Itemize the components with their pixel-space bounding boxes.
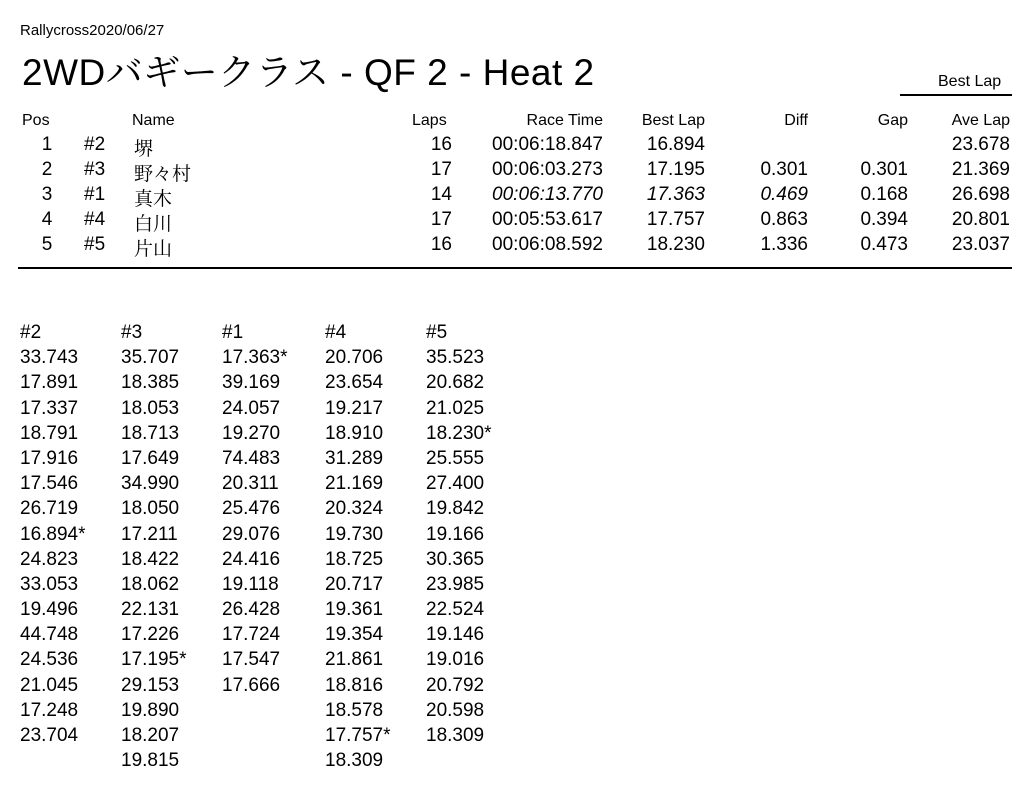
lap-column (426, 320, 526, 748)
lap-time: 23.704 (20, 725, 79, 746)
cell-ave-lap: 21.369 (951, 159, 1010, 180)
lap-time: 35.523 (426, 347, 485, 369)
lap-time: 19.361 (325, 599, 384, 621)
lap-time: 19.016 (426, 649, 485, 671)
cell-car-number: #3 (84, 159, 106, 180)
lap-time: 19.496 (20, 599, 79, 621)
cell-best-lap: 18.230 (646, 234, 705, 255)
lap-time: 17.547 (222, 649, 281, 671)
page-title: 2WDバギークラス - QF 2 - Heat 2 (22, 52, 595, 93)
results-table (0, 112, 1024, 259)
cell-race-time: 00:06:08.592 (492, 234, 603, 255)
lap-time: 17.546 (20, 473, 79, 495)
lap-column (20, 320, 120, 748)
lap-time: 22.524 (426, 599, 485, 621)
cell-best-lap: 17.757 (646, 209, 705, 230)
table-row (0, 184, 1024, 209)
lap-time: 26.428 (222, 599, 281, 621)
lap-time: 17.649 (121, 447, 180, 469)
lap-time: 21.169 (325, 473, 384, 495)
lap-time: 33.743 (20, 347, 79, 369)
lap-time: 26.719 (20, 498, 79, 520)
lap-time: 17.226 (121, 624, 180, 646)
col-header-best-lap: Best Lap (641, 112, 705, 129)
cell-best-lap: 17.363 (646, 184, 705, 205)
lap-time: 18.385 (121, 372, 180, 394)
lap-time: 19.354 (325, 624, 384, 646)
lap-column-header: #4 (325, 322, 347, 343)
lap-time: 17.724 (222, 624, 281, 646)
cell-name: 野々村 (134, 164, 192, 185)
lap-time: 24.057 (222, 397, 281, 419)
lap-time: 17.248 (20, 699, 79, 721)
table-row (0, 134, 1024, 159)
lap-time: 24.536 (20, 649, 79, 671)
col-header-diff: Diff (784, 112, 808, 129)
col-header-pos: Pos (22, 112, 50, 129)
lap-time: 17.211 (121, 523, 178, 545)
cell-name: 白川 (134, 214, 173, 235)
lap-time: 20.792 (426, 674, 485, 696)
lap-time: 23.654 (325, 372, 384, 394)
lap-time: 18.062 (121, 573, 180, 595)
lap-time: 17.666 (222, 674, 281, 696)
lap-column-header: #2 (20, 322, 42, 343)
cell-race-time: 00:06:03.273 (492, 159, 603, 180)
cell-race-time: 00:06:13.770 (492, 184, 603, 205)
lap-time: 18.050 (121, 498, 180, 520)
lap-time: 24.823 (20, 548, 79, 570)
lap-time: 20.717 (325, 573, 384, 595)
lap-time: 21.045 (20, 674, 79, 696)
cell-gap: 0.473 (860, 234, 908, 255)
lap-time: 19.730 (325, 523, 384, 545)
lap-column (121, 320, 221, 773)
cell-diff: 0.301 (760, 159, 808, 180)
cell-pos: 1 (41, 134, 53, 155)
lap-time: 18.910 (325, 422, 384, 444)
lap-time: 18.578 (325, 699, 384, 721)
lap-time: 18.053 (121, 397, 180, 419)
results-header-row (0, 112, 1024, 134)
lap-time: 29.076 (222, 523, 281, 545)
table-row (0, 159, 1024, 184)
cell-car-number: #1 (84, 184, 106, 205)
cell-ave-lap: 23.037 (951, 234, 1010, 255)
lap-time: 19.217 (325, 397, 384, 419)
cell-diff: 0.469 (760, 184, 808, 205)
lap-time: 19.270 (222, 422, 281, 444)
lap-time: 27.400 (426, 473, 485, 495)
lap-time: 18.230* (426, 422, 492, 444)
lap-time: 20.311 (222, 473, 279, 495)
event-subtitle: Rallycross2020/06/27 (20, 22, 165, 39)
cell-ave-lap: 26.698 (951, 184, 1010, 205)
table-row (0, 234, 1024, 259)
cell-pos: 5 (41, 234, 53, 255)
table-row (0, 209, 1024, 234)
lap-time: 21.861 (325, 649, 384, 671)
lap-time: 21.025 (426, 397, 485, 419)
cell-name: 真木 (134, 189, 173, 210)
lap-time: 20.706 (325, 347, 384, 369)
lap-time: 30.365 (426, 548, 485, 570)
lap-time: 19.890 (121, 699, 180, 721)
lap-time: 18.422 (121, 548, 180, 570)
cell-race-time: 00:06:18.847 (492, 134, 603, 155)
col-header-ave-lap: Ave Lap (951, 112, 1010, 129)
lap-time: 33.053 (20, 573, 79, 595)
cell-diff: 0.863 (760, 209, 808, 230)
cell-gap: 0.168 (860, 184, 908, 205)
col-header-gap: Gap (877, 112, 908, 129)
cell-best-lap: 17.195 (646, 159, 705, 180)
lap-time: 74.483 (222, 447, 281, 469)
lap-time: 17.195* (121, 649, 187, 671)
col-header-race-time: Race Time (526, 112, 603, 129)
cell-pos: 2 (41, 159, 53, 180)
results-bottom-rule (18, 267, 1012, 269)
cell-pos: 4 (41, 209, 53, 230)
cell-car-number: #5 (84, 234, 106, 255)
lap-time: 18.725 (325, 548, 384, 570)
lap-time: 19.842 (426, 498, 485, 520)
cell-name: 堺 (134, 139, 154, 160)
lap-time: 17.363* (222, 347, 288, 369)
lap-time: 20.324 (325, 498, 384, 520)
cell-car-number: #4 (84, 209, 106, 230)
lap-time: 25.555 (426, 447, 485, 469)
lap-time: 18.713 (121, 422, 180, 444)
col-header-laps: Laps (412, 112, 447, 129)
lap-time: 19.118 (222, 573, 279, 595)
cell-laps: 17 (430, 209, 452, 230)
best-lap-tag: Best Lap (938, 73, 1002, 90)
cell-gap: 0.394 (860, 209, 908, 230)
lap-time: 19.815 (121, 750, 180, 772)
cell-pos: 3 (41, 184, 53, 205)
cell-ave-lap: 23.678 (951, 134, 1010, 155)
lap-time: 20.598 (426, 699, 485, 721)
lap-time: 18.207 (121, 725, 180, 746)
lap-column (325, 320, 425, 773)
cell-race-time: 00:05:53.617 (492, 209, 603, 230)
lap-time: 17.891 (20, 372, 79, 394)
lap-time: 25.476 (222, 498, 281, 520)
lap-column-header: #1 (222, 322, 244, 343)
cell-laps: 16 (430, 234, 452, 255)
lap-time: 34.990 (121, 473, 180, 495)
lap-column-header: #5 (426, 322, 448, 343)
lap-time: 19.146 (426, 624, 485, 646)
cell-laps: 14 (430, 184, 452, 205)
lap-time: 31.289 (325, 447, 384, 469)
lap-time: 16.894* (20, 523, 86, 545)
cell-ave-lap: 20.801 (951, 209, 1010, 230)
col-header-name: Name (132, 112, 175, 129)
cell-gap: 0.301 (860, 159, 908, 180)
cell-laps: 17 (430, 159, 452, 180)
cell-diff: 1.336 (760, 234, 808, 255)
lap-column (222, 320, 322, 698)
cell-best-lap: 16.894 (646, 134, 705, 155)
lap-time: 18.309 (426, 725, 485, 746)
cell-name: 片山 (134, 239, 173, 260)
cell-laps: 16 (430, 134, 452, 155)
best-lap-underline (900, 94, 1012, 96)
lap-time: 18.791 (20, 422, 79, 444)
lap-time: 18.309 (325, 750, 384, 772)
lap-time: 22.131 (121, 599, 180, 621)
lap-time: 39.169 (222, 372, 281, 394)
lap-time: 23.985 (426, 573, 485, 595)
lap-time: 17.757* (325, 725, 391, 746)
lap-column-header: #3 (121, 322, 143, 343)
cell-car-number: #2 (84, 134, 106, 155)
lap-time: 44.748 (20, 624, 79, 646)
lap-time: 20.682 (426, 372, 485, 394)
lap-time: 19.166 (426, 523, 485, 545)
lap-time: 24.416 (222, 548, 281, 570)
lap-time: 18.816 (325, 674, 384, 696)
lap-time: 17.337 (20, 397, 79, 419)
lap-time: 29.153 (121, 674, 180, 696)
lap-time: 35.707 (121, 347, 180, 369)
lap-time: 17.916 (20, 447, 79, 469)
